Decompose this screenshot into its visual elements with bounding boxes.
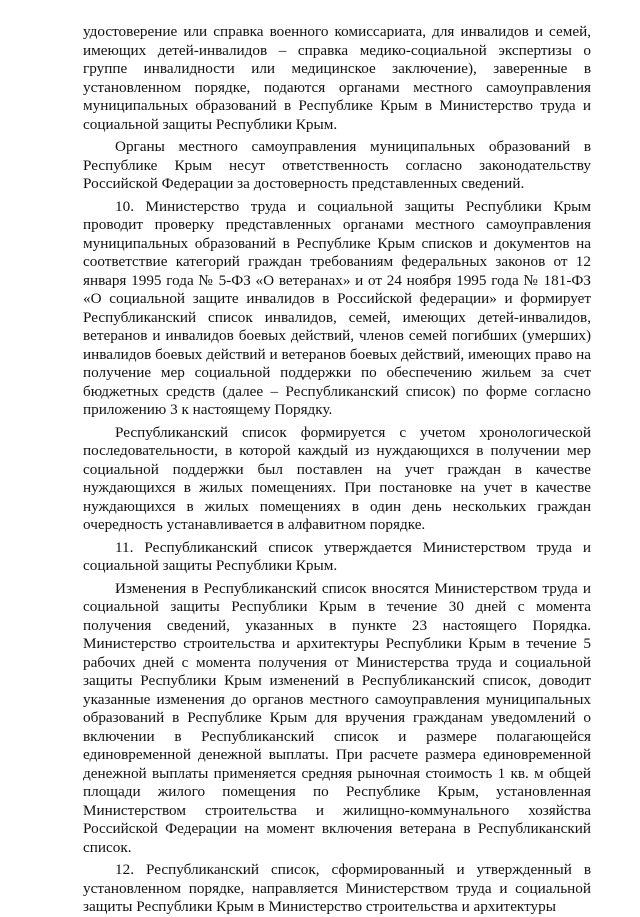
paragraph-list-changes: Изменения в Республиканский список вносятся Министерством труда и социальной защиты Республики Крым в течение 30 дней с момента получения сведений, указанных в пункте 23 настоящего Порядка. Министерство строительства и архитектуры Республики Крым в течение 5 рабочих дней с момента получения от Министерства труда и социальной защиты Республики Крым изменений в Республиканский список, доводит указанные изменения до органов местного самоуправления муниципальных образований в Республике Крым для вручения гражданам уведомлений о включении в Республиканский список и размере полагающейся единовременной денежной выплаты. При расчете размера единовременной денежной выплаты применяется средняя рыночная стоимость 1 кв. м общей площади жилого помещения по Республике Крым, установленная Министерством строительства и жилищно-коммунального хозяйства Российской Федерации на момент включения ветерана в Республиканский список. bbox=[83, 579, 591, 856]
paragraph-item-11: 11. Республиканский список утверждается Министерством труда и социальной защиты Республики Крым. bbox=[83, 538, 591, 574]
paragraph-list-order: Республиканский список формируется с учетом хронологической последовательности, в которой каждый из нуждающихся в получении мер социальной поддержки был поставлен на учет граждан в качестве нуждающихся в жилых помещениях. При постановке на учет в качестве нуждающихся в жилых помещениях в один день нескольких граждан очередность устанавливается в алфавитном порядке. bbox=[83, 423, 591, 533]
paragraph-item-12: 12. Республиканский список, сформированный и утвержденный в установленном порядке, направляется Министерством труда и социальной защиты Республики Крым в Министерство строительства и архитектуры bbox=[83, 861, 591, 915]
paragraph-item-10: 10. Министерство труда и социальной защиты Республики Крым проводит проверку представленных органами местного самоуправления муниципальных образований в Республике Крым списков и документов на соответствие категорий граждан требованиям федеральных законов от 12 января 1995 года № 5-ФЗ «О ветеранах» и от 24 ноября 1995 года № 181-ФЗ «О социальной защите инвалидов в Российской федерации» и формирует Республиканский список инвалидов, семей, имеющих детей-инвалидов, ветеранов и инвалидов боевых действий, членов семей погибших (умерших) инвалидов боевых действий и ветеранов боевых действий, имеющих право на получение мер социальной поддержки по обеспечению жильем за счет бюджетных средств (далее – Республиканский список) по форме согласно приложению 3 к настоящему Порядку. bbox=[83, 197, 591, 418]
document-page bbox=[83, 0, 591, 917]
paragraph-continuation: удостоверение или справка военного комиссариата, для инвалидов и семей, имеющих детей-инвалидов – справка медико-социальной экспертизы о группе инвалидности или медицинское заключение), заверенные в установленном порядке, подаются органами местного самоуправления муниципальных образований в Республике Крым в Министерство труда и социальной защиты Республики Крым. bbox=[83, 23, 591, 133]
paragraph-responsibility: Органы местного самоуправления муниципальных образований в Республике Крым несут ответственность согласно законодательству Российской Федерации за достоверность представленных сведений. bbox=[83, 138, 591, 192]
